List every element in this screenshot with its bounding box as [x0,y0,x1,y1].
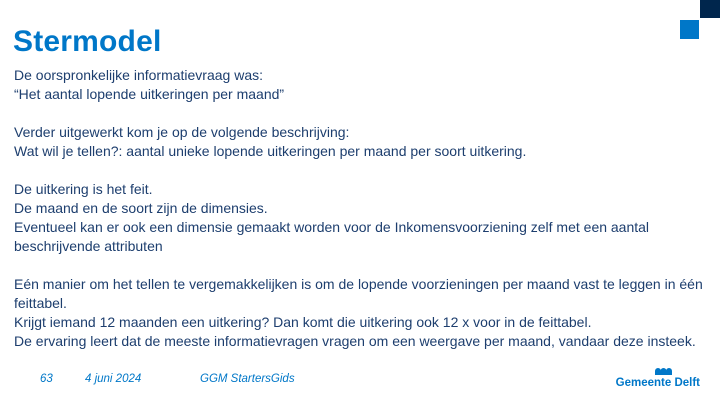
text-line: Krijgt iemand 12 maanden een uitkering? Dan komt die uitkering ook 12 x voor in de feittabel. [14,314,592,330]
text-line: De oorspronkelijke informatievraag was: [14,67,263,83]
decor-square-dark [700,0,720,18]
paragraph-3 [14,180,703,256]
decor-square-light [680,20,699,39]
paragraph-1 [14,66,703,104]
delft-crown-icon [655,366,672,375]
text-line: Verder uitgewerkt kom je op de volgende beschrijving: [14,124,350,140]
text-line: beschrijvende attributen [14,238,163,254]
text-line: feittabel. [14,295,67,311]
text-line: Eventueel kan er ook een dimensie gemaakt worden voor de Inkomensvoorziening zelf met een aantal [14,219,650,235]
text-line: Wat wil je tellen?: aantal unieke lopende uitkeringen per maand per soort uitkering. [14,143,527,159]
text-line: Eén manier om het tellen te vergemakkelijken is om de lopende voorzieningen per maand vast te leggen in één [14,276,703,292]
text-line: De maand en de soort zijn de dimensies. [14,200,268,216]
text-line: “Het aantal lopende uitkeringen per maand” [14,86,285,102]
slide-title: Stermodel [13,25,162,58]
footer-date: 4 juni 2024 [85,373,142,385]
footer-doc-name: GGM StartersGids [200,373,295,385]
slide-body [14,66,703,351]
gemeente-delft-logo-text: Gemeente Delft [615,377,700,389]
text-line: De uitkering is het feit. [14,181,153,197]
text-line: De ervaring leert dat de meeste informatievragen vragen om een weergave per maand, vandaar deze insteek. [14,333,696,349]
paragraph-4 [14,275,703,351]
page-number: 63 [40,373,53,385]
paragraph-2 [14,123,703,161]
